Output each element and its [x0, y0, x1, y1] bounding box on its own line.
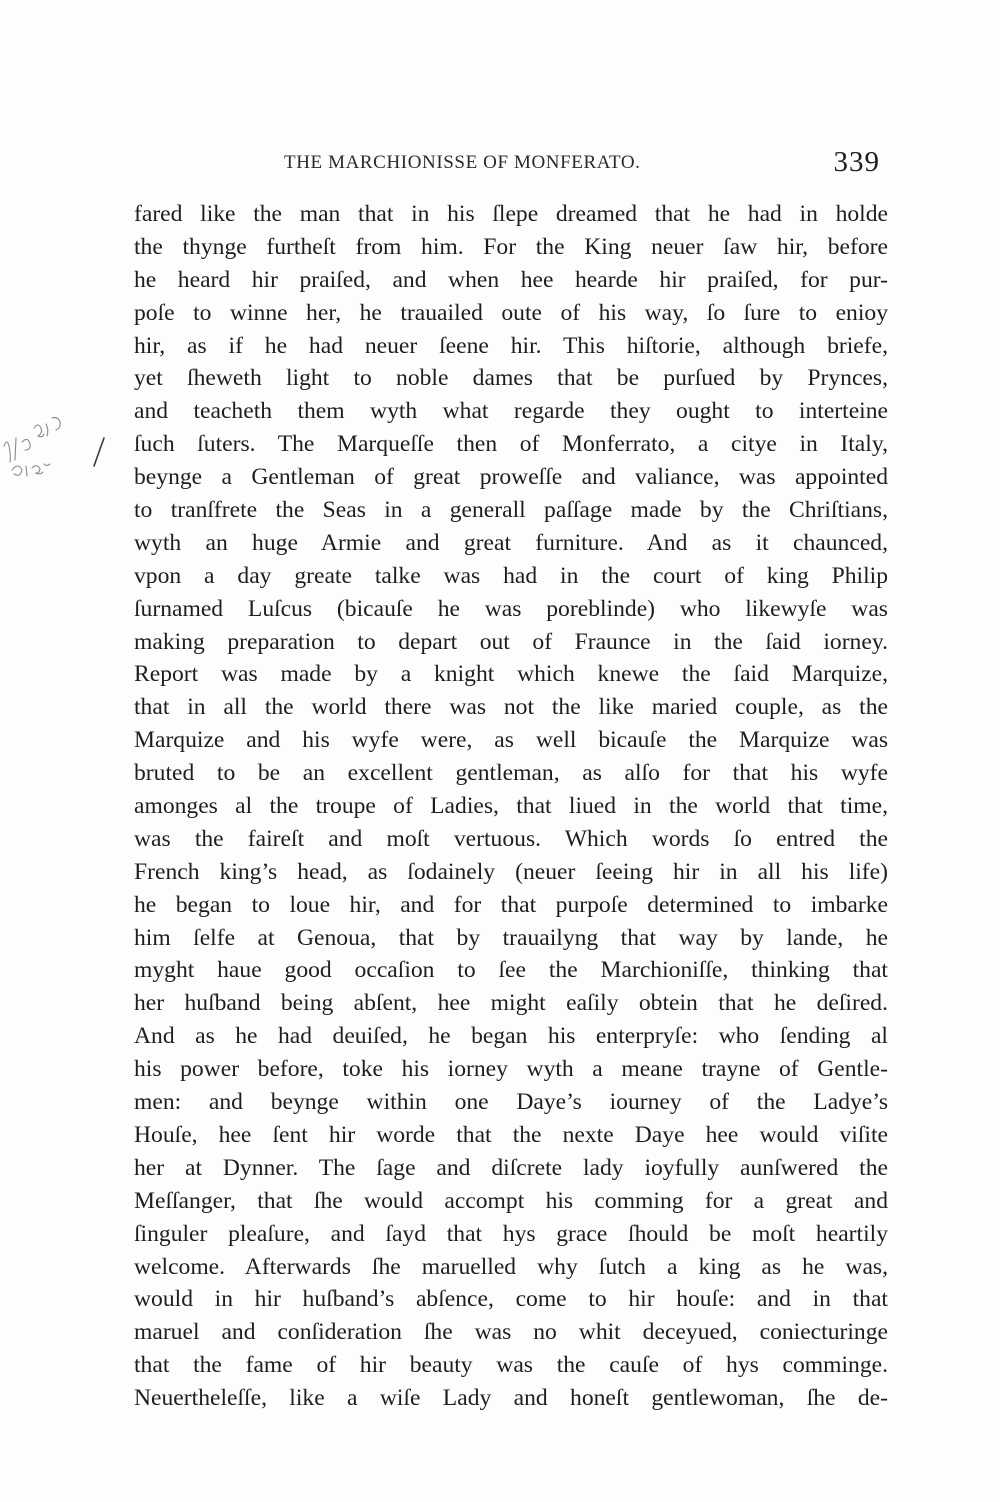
- text-line: French king’s head, as ſodainely (neuer ſeeing hir in all his life): [134, 858, 888, 885]
- text-line: him ſelfe at Genoua, that by trauailyng that way by lande, he: [134, 924, 888, 951]
- text-line: yet ſheweth light to noble dames that be purſued by Prynces,: [134, 365, 888, 392]
- text-line: her huſband being abſent, hee might eaſily obtein that he deſired.: [134, 990, 888, 1017]
- text-line: ſuch ſuters. The Marqueſſe then of Monferrato, a citye in Italy,: [134, 431, 888, 458]
- text-line: bruted to be an excellent gentleman, as alſo for that his wyfe: [134, 760, 888, 787]
- text-line: Houſe, hee ſent hir worde that the nexte Daye hee would viſite: [134, 1121, 888, 1148]
- text-line: myght haue good occaſion to ſee the Marchioniſſe, thinking that: [134, 957, 888, 984]
- text-line: making preparation to depart out of Fraunce in the ſaid iorney.: [134, 628, 888, 655]
- text-line: beynge a Gentleman of great proweſſe and valiance, was appointed: [134, 464, 888, 491]
- text-line: Meſſanger, that ſhe would accompt his comming for a great and: [134, 1187, 888, 1214]
- text-line: to tranſfrete the Seas in a generall paſſage made by the Chriſtians,: [134, 497, 888, 524]
- text-line: he began to loue hir, and for that purpoſe determined to imbarke: [134, 891, 888, 918]
- text-line: And as he had deuiſed, he began his enterpryſe: who ſending al: [134, 1023, 888, 1050]
- text-line: fared like the man that in his ſlepe dreamed that he had in holde: [134, 201, 888, 227]
- text-line: Neuertheleſſe, like a wiſe Lady and honeſt gentlewoman, ſhe de-: [134, 1385, 888, 1412]
- text-line: he heard hir praiſed, and when hee hearde hir praiſed, for pur-: [134, 266, 888, 293]
- margin-handwritten-note: [0, 408, 120, 518]
- text-line: hir, as if he had neuer ſeene hir. This hiſtorie, although briefe,: [134, 332, 888, 359]
- text-line: that in all the world there was not the like maried couple, as the: [134, 694, 888, 721]
- text-line: men: and beynge within one Daye’s iourney of the Ladye’s: [134, 1089, 888, 1116]
- text-line: wyth an huge Armie and great furniture. And as it chaunced,: [134, 529, 888, 556]
- text-line: ſinguler pleaſure, and ſayd that hys grace ſhould be moſt heartily: [134, 1220, 888, 1247]
- body-text: [134, 198, 888, 1415]
- text-line: ſurnamed Luſcus (bicauſe he was poreblinde) who likewyſe was: [134, 595, 888, 622]
- text-line: the thynge furtheſt from him. For the King neuer ſaw hir, before: [134, 233, 888, 260]
- text-line: welcome. Afterwards ſhe maruelled why ſutch a king as he was,: [134, 1253, 888, 1280]
- text-line: would in hir huſband’s abſence, come to hir houſe: and in that: [134, 1286, 888, 1313]
- running-title: THE MARCHIONISSE OF MONFERATO.: [284, 152, 641, 173]
- text-line: was the faireſt and moſt vertuous. Which words ſo entred the: [134, 825, 888, 852]
- text-line: his power before, toke his iorney wyth a meane trayne of Gentle-: [134, 1056, 888, 1083]
- text-line: amonges al the troupe of Ladies, that liued in the world that time,: [134, 793, 888, 820]
- handwritten-note-drawing: [0, 408, 120, 518]
- text-line: maruel and conſideration ſhe was no whit deceyued, coniecturinge: [134, 1319, 888, 1346]
- text-line: poſe to winne her, he trauailed oute of his way, ſo ſure to enioy: [134, 299, 888, 326]
- text-line: her at Dynner. The ſage and diſcrete lady ioyfully aunſwered the: [134, 1154, 888, 1181]
- page-number: 339: [833, 146, 880, 178]
- text-line: Report was made by a knight which knewe the ſaid Marquize,: [134, 661, 888, 688]
- text-line: that the fame of hir beauty was the cauſe of hys comminge.: [134, 1352, 888, 1379]
- running-head: [284, 146, 884, 186]
- text-line: vpon a day greate talke was had in the court of king Philip: [134, 562, 888, 589]
- text-line: and teacheth them wyth what regarde they ought to interteine: [134, 398, 888, 425]
- text-line: Marquize and his wyfe were, as well bicauſe the Marquize was: [134, 727, 888, 754]
